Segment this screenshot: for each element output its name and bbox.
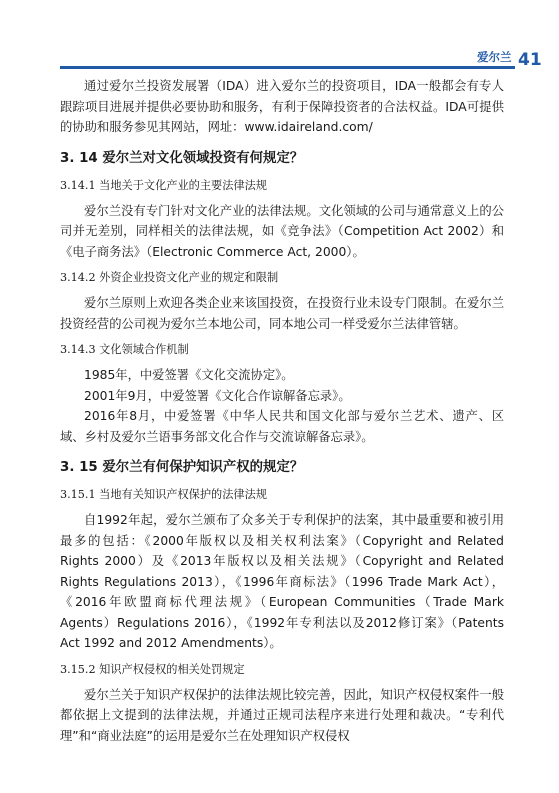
header-rule — [60, 66, 515, 69]
subsection-3-14-3-heading: 3.14.3 文化领域合作机制 — [60, 343, 189, 356]
intro-paragraph: 通过爱尔兰投资发展署（IDA）进入爱尔兰的投资项目，IDA一般都会有专人跟踪项目进展并提供必要协助和服务，有利于保障投资者的合法权益。IDA可提供的协助和服务参见其网站，网址：www.idaireland.com/ — [60, 79, 504, 134]
section-3-14-heading: 3. 14 爱尔兰对文化领域投资有何规定？ — [60, 150, 304, 166]
section-3-15-heading: 3. 15 爱尔兰有何保护知识产权的规定？ — [60, 460, 304, 475]
subsection-3-15-2-text: 爱尔兰关于知识产权保护的法律法规比较完善，因此，知识产权侵权案件一般都依据上文提到的法律法规，并通过正规司法程序来进行处理和裁决。“专利代理”和“商业法庭”的运用是爱尔兰在处理知识产权侵权 — [60, 687, 504, 743]
subsection-3-15-1-text: 自1992年起，爱尔兰颁布了众多关于专利保护的法案，其中最重要和被引用最多的包括：《2000年版权以及相关权利法案》（Copyright and Related Rights 2000）及《2013年版权以及相关法规》（Copyright and Related Rights Regulations 2013），《1996年商标法》（1996 Trade Mark Act），《2016年欧盟商标代理法规》（European Communities（Trade Mark Agents）Regulations 2016），《1992年专利法以及2012修订案》（Patents Act 1992 and 2012 Amendments）。 — [60, 513, 504, 650]
cooperation-item-2016: 2016年8月，中爱签署《中华人民共和国文化部与爱尔兰艺术、遗产、区域、乡村及爱尔兰语事务部文化合作与交流谅解备忘录》。 — [60, 409, 504, 444]
page-content — [60, 76, 504, 746]
page-number: 41 — [518, 50, 542, 70]
subsection-3-14-1-heading: 3.14.1 当地关于文化产业的主要法律法规 — [60, 178, 267, 192]
header-country-label: 爱尔兰 — [477, 50, 512, 64]
subsection-3-14-2-text: 爱尔兰原则上欢迎各类企业来该国投资，在投资行业未设专门限制。在爱尔兰投资经营的公司视为爱尔兰本地公司，同本地公司一样受爱尔兰法律管辖。 — [60, 296, 504, 331]
subsection-3-14-2-heading: 3.14.2 外资企业投资文化产业的规定和限制 — [60, 271, 279, 284]
subsection-3-14-1-text: 爱尔兰没有专门针对文化产业的法律法规。文化领域的公司与通常意义上的公司并无差别，同样相关的法律法规，如《竞争法》（Competition Act 2002）和《电子商务法》（Electronic Commerce Act, 2000）。 — [60, 203, 504, 259]
subsection-3-15-1-heading: 3.15.1 当地有关知识产权保护的法律法规 — [60, 488, 267, 501]
subsection-3-15-2-heading: 3.15.2 知识产权侵权的相关处罚规定 — [60, 662, 245, 676]
cooperation-item-1985: 1985年，中爱签署《文化交流协定》。 — [84, 368, 294, 382]
cooperation-item-2001: 2001年9月，中爱签署《文化合作谅解备忘录》。 — [84, 388, 351, 403]
